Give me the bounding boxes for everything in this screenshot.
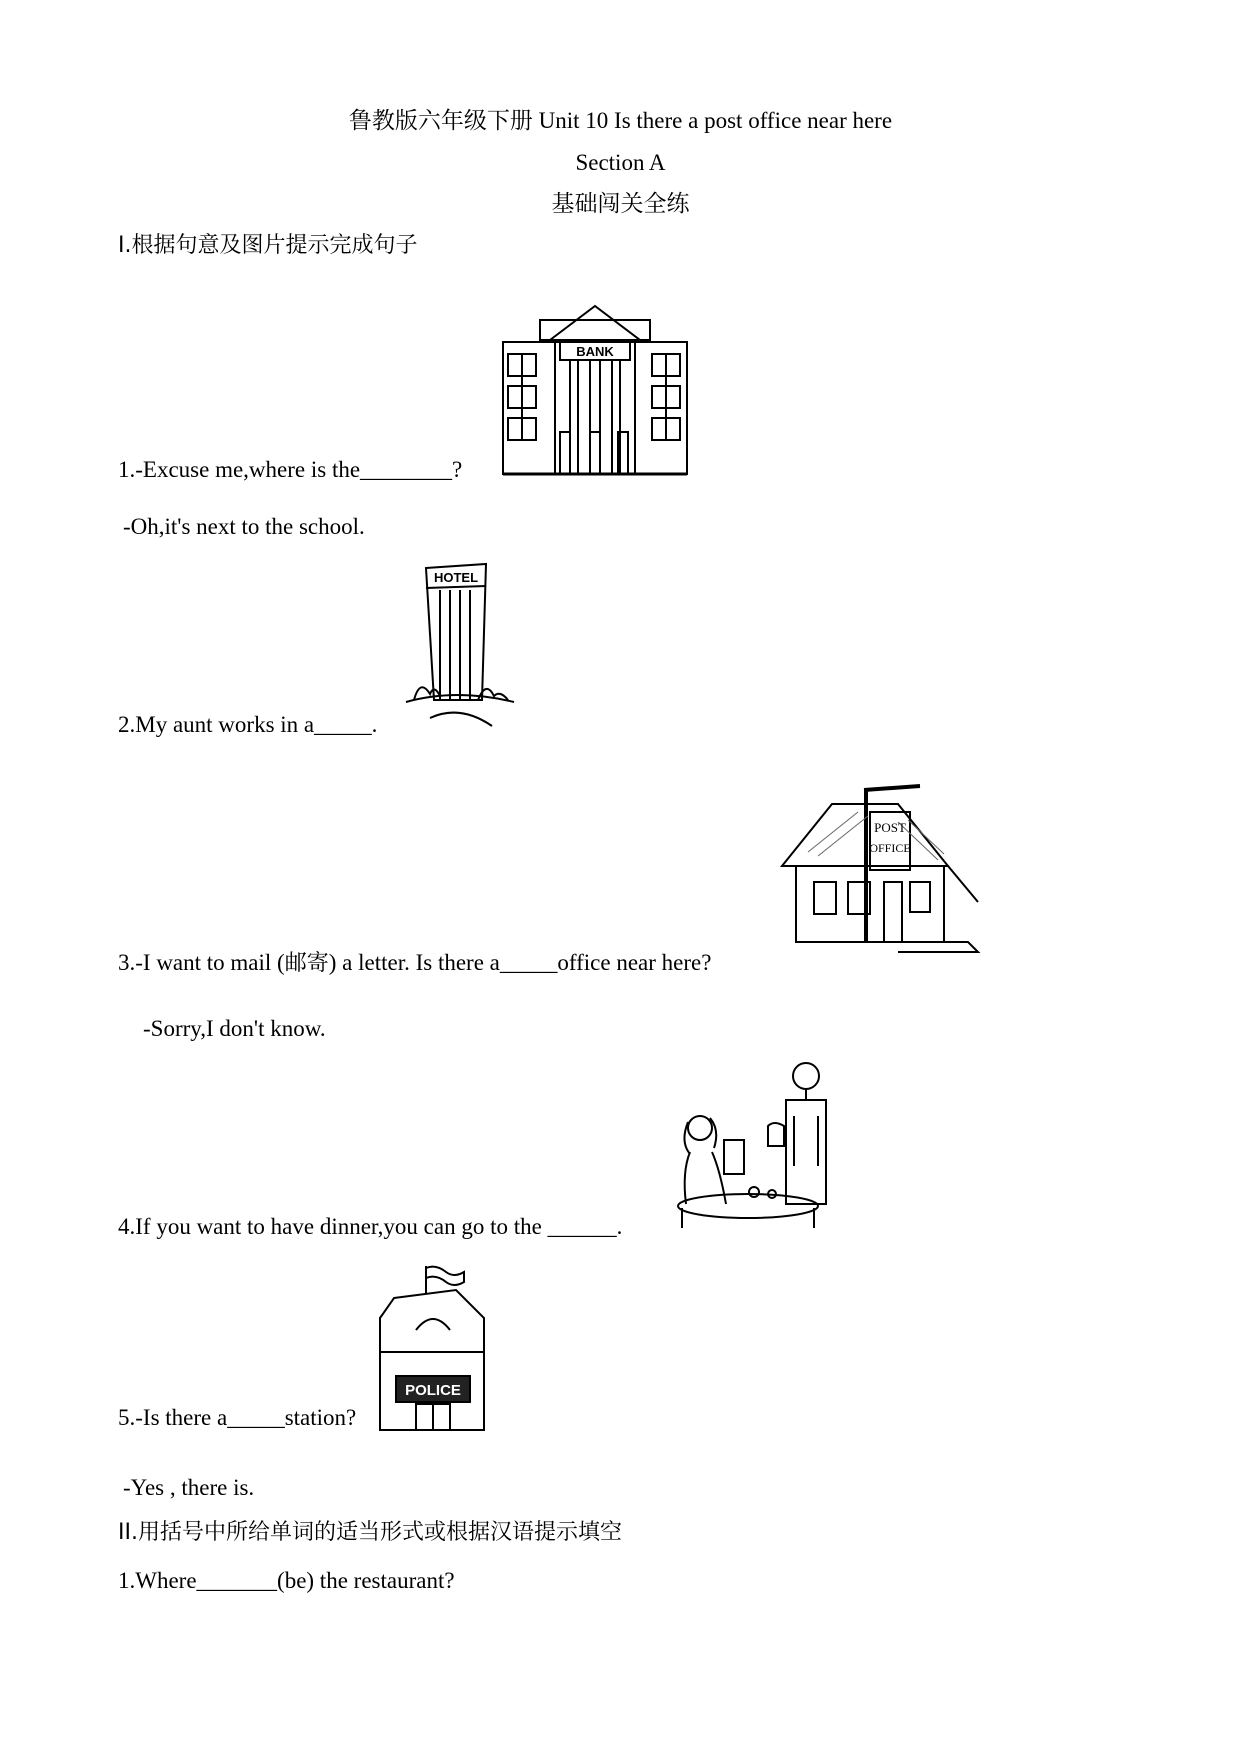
section-label: Section A [575, 150, 666, 175]
hotel-sign: HOTEL [433, 570, 479, 585]
page-title: 鲁教版六年级下册 Unit 10 Is there a post office near here [348, 108, 893, 133]
question-2-prompt: 2.My aunt works in a_____. [118, 712, 378, 737]
subtitle: 基础闯关全练 [551, 191, 690, 217]
part2-question-1: 1.Where_______(be) the restaurant? [118, 1568, 455, 1593]
police-station-illustration [376, 1264, 486, 1434]
bank-sign: BANK [576, 344, 614, 359]
police-sign: POLICE [405, 1382, 461, 1399]
post-sign-line2: OFFICE [869, 841, 911, 855]
question-1-answer: -Oh,it's next to the school. [123, 514, 365, 539]
hotel-illustration [404, 560, 516, 730]
question-3-prompt: 3.-I want to mail (邮寄) a letter. Is there a_____office near here? [118, 950, 712, 976]
post-office-illustration [778, 782, 984, 962]
question-4-prompt: 4.If you want to have dinner,you can go to the ______. [118, 1214, 623, 1239]
restaurant-illustration [668, 1056, 828, 1232]
question-5-prompt: 5.-Is there a_____station? [118, 1405, 357, 1430]
post-sign-line1: POST [874, 820, 906, 835]
part1-heading: I.根据句意及图片提示完成句子 [118, 233, 418, 258]
question-5-answer: -Yes , there is. [123, 1475, 255, 1500]
question-1-prompt: 1.-Excuse me,where is the________? [118, 457, 463, 482]
part2-heading: II.用括号中所给单词的适当形式或根据汉语提示填空 [118, 1520, 622, 1545]
question-3-answer: -Sorry,I don't know. [143, 1016, 326, 1041]
bank-illustration [500, 302, 690, 478]
